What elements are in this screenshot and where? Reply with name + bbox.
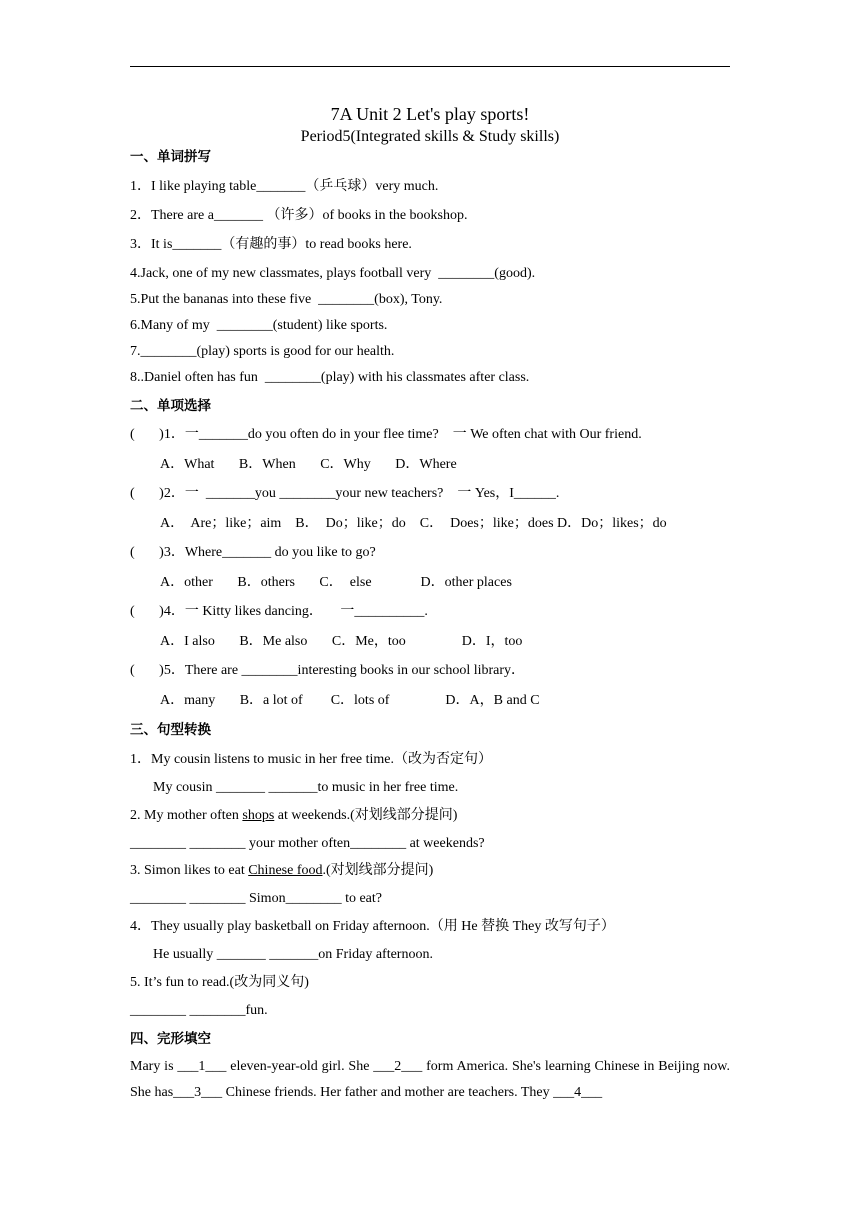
choice-options-3: A．other B．others C． else D．other places [160, 575, 512, 590]
page-subtitle: Period5(Integrated skills & Study skills) [300, 128, 560, 145]
transform-answer-1: My cousin _______ _______to music in her free time. [153, 780, 459, 795]
cloze-blank-4: ___4___ [553, 1085, 603, 1100]
section-heading-transform: 三、句型转换 [130, 722, 211, 738]
cloze-blank-1: ___1___ [177, 1059, 227, 1074]
spelling-item-8: 8..Daniel often has fun ________(play) with his classmates after class. [130, 370, 530, 385]
transform-question-5: 5. It’s fun to read.(改为同义句) [130, 975, 309, 990]
cloze-blank-2: ___2___ [373, 1059, 423, 1074]
transform-question-1: 1．My cousin listens to music in her free time.（改为否定句） [130, 752, 493, 767]
transform-answer-5: ________ ________fun. [130, 1003, 268, 1018]
underlined-word: shops [242, 808, 275, 823]
spelling-item-3: 3．It is_______（有趣的事）to read books here. [130, 237, 412, 252]
spelling-item-5: 5.Put the bananas into these five ________(box), Tony. [130, 292, 443, 307]
choice-options-5: A．many B．a lot of C．lots of D．A，B and C [160, 693, 540, 708]
transform-question-2: 2. My mother often shops at weekends.(对划线部分提问) [130, 808, 458, 823]
header-rule [130, 66, 730, 67]
page-title: 7A Unit 2 Let's play sports! [330, 104, 530, 124]
transform-answer-3: ________ ________ Simon________ to eat? [130, 891, 382, 906]
choice-options-1: A．What B．When C．Why D．Where [160, 457, 457, 472]
cloze-blank-3: ___3___ [173, 1085, 223, 1100]
transform-answer-2: ________ ________ your mother often________ at weekends? [130, 836, 485, 851]
choice-options-2: A． Are；like；aim B． Do；like；do C． Does；like；does D．Do；likes；do [160, 516, 667, 531]
underlined-phrase: Chinese food [248, 863, 323, 878]
section-heading-choice: 二、单项选择 [130, 398, 211, 414]
transform-answer-4: He usually _______ _______on Friday afternoon. [153, 947, 433, 962]
spelling-item-6: 6.Many of my ________(student) like sports. [130, 318, 388, 333]
transform-question-4: 4．They usually play basketball on Friday afternoon.（用 He 替换 They 改写句子） [130, 919, 615, 934]
choice-options-4: A．I also B．Me also C．Me，too D．I，too [160, 634, 523, 649]
spelling-item-2: 2．There are a_______ （许多）of books in the bookshop. [130, 208, 468, 223]
choice-question-5: ( )5．There are ________interesting books in our school library． [130, 663, 526, 678]
cloze-passage: Mary is ___1___ eleven-year-old girl. She ___2___ form America. She's learning Chinese in Beijing now. She has___3___ Chinese friends. Her father and mother are teachers. They ___4___ [130, 1059, 731, 1100]
spelling-item-4: 4.Jack, one of my new classmates, plays football very ________(good). [130, 266, 536, 281]
choice-question-2: ( )2．一 _______you ________your new teachers? 一 Yes，I______. [130, 486, 560, 501]
section-heading-cloze: 四、完形填空 [130, 1031, 211, 1047]
choice-question-4: ( )4．一 Kitty likes dancing． 一__________. [130, 604, 428, 619]
spelling-item-7: 7.________(play) sports is good for our health. [130, 344, 395, 359]
choice-question-3: ( )3．Where_______ do you like to go? [130, 545, 376, 560]
transform-question-3: 3. Simon likes to eat Chinese food.(对划线部分提问) [130, 863, 434, 878]
section-heading-spelling: 一、单词拼写 [130, 149, 211, 165]
spelling-item-1: 1．I like playing table_______（乒乓球）very much. [130, 179, 439, 194]
choice-question-1: ( )1．一_______do you often do in your flee time? 一 We often chat with Our friend. [130, 427, 642, 442]
